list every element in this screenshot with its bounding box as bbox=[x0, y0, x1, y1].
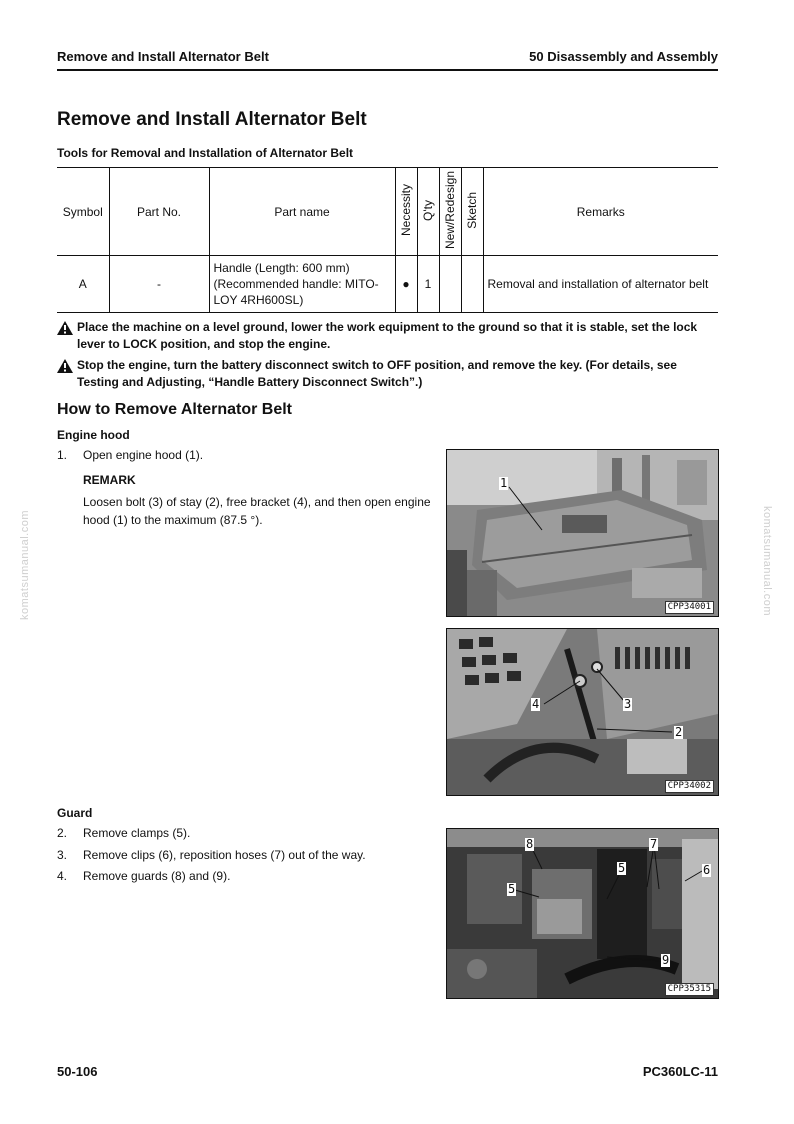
step-text: Remove guards (8) and (9). bbox=[83, 869, 231, 883]
callout-label: 8 bbox=[526, 837, 534, 851]
figure-guards bbox=[446, 828, 719, 999]
subheading-engine-hood: Engine hood bbox=[57, 428, 130, 442]
step-text: Open engine hood (1). bbox=[83, 448, 204, 462]
step-text: Remove clamps (5). bbox=[83, 826, 191, 840]
model-name: PC360LC-11 bbox=[642, 1064, 718, 1079]
callout-label: 9 bbox=[662, 953, 670, 967]
cell-part-name: Handle (Length: 600 mm) (Recommended handle: MITO-LOY 4RH600SL) bbox=[209, 256, 395, 313]
watermark-right: komatsumanual.com bbox=[761, 506, 773, 616]
callout-label: 5 bbox=[618, 861, 626, 875]
col-header-qty-label: Q'ty bbox=[421, 199, 435, 221]
callout-label: 3 bbox=[624, 697, 632, 711]
callout-label: 2 bbox=[675, 725, 683, 739]
col-header-part-name: Part name bbox=[209, 168, 395, 256]
section-heading: How to Remove Alternator Belt bbox=[57, 401, 292, 418]
col-header-necessity bbox=[395, 168, 417, 256]
cell-symbol: A bbox=[57, 256, 109, 313]
step-text: Remove clips (6), reposition hoses (7) out of the way. bbox=[83, 848, 366, 862]
col-header-new-redesign bbox=[439, 168, 461, 256]
col-header-remarks: Remarks bbox=[483, 168, 718, 256]
header-section-title: Remove and Install Alternator Belt bbox=[57, 49, 269, 64]
step-number: 3. bbox=[57, 848, 68, 862]
warning-battery-disconnect bbox=[57, 357, 720, 391]
callout-label: 4 bbox=[532, 697, 540, 711]
col-header-symbol: Symbol bbox=[57, 168, 109, 256]
step-number: 1. bbox=[57, 448, 68, 462]
col-header-qty bbox=[417, 168, 439, 256]
col-header-necessity-label: Necessity bbox=[399, 183, 413, 236]
engine-hood-photo bbox=[447, 450, 718, 616]
warning-triangle-icon bbox=[57, 359, 73, 373]
warning-text: Stop the engine, turn the battery disconnect switch to OFF position, and remove the key. (For details, see Testing and Adjusting, “Handle Battery Disconnect Switch”.) bbox=[77, 358, 677, 389]
figure-hood-stay bbox=[446, 628, 719, 796]
warning-triangle-icon bbox=[57, 321, 73, 335]
warning-text: Place the machine on a level ground, lower the work equipment to the ground so that it is stable, set the lock lever to LOCK position, and stop the engine. bbox=[77, 320, 698, 351]
cell-part-no: - bbox=[109, 256, 209, 313]
header-rule bbox=[57, 69, 718, 71]
figure-engine-hood bbox=[446, 449, 719, 617]
page-number: 50-106 bbox=[57, 1064, 98, 1079]
figure-caption: CPP34001 bbox=[665, 601, 714, 614]
page-title: Remove and Install Alternator Belt bbox=[57, 109, 367, 130]
cell-remarks: Removal and installation of alternator belt bbox=[483, 256, 718, 313]
col-header-new-redesign-label: New/Redesign bbox=[443, 170, 457, 250]
tools-heading: Tools for Removal and Installation of Alternator Belt bbox=[57, 146, 354, 160]
remark-text: Loosen bolt (3) of stay (2), free bracket (4), and then open engine hood (1) to the maximum (87.5 °). bbox=[83, 495, 431, 527]
figure-caption: CPP35315 bbox=[665, 983, 714, 996]
callout-label: 6 bbox=[703, 863, 711, 877]
watermark-left: komatsumanual.com bbox=[19, 510, 31, 620]
subheading-guard: Guard bbox=[57, 806, 93, 820]
table-header-row bbox=[57, 168, 718, 256]
col-header-part-no: Part No. bbox=[109, 168, 209, 256]
callout-label: 7 bbox=[650, 837, 658, 851]
cell-qty: 1 bbox=[417, 256, 439, 313]
step-number: 2. bbox=[57, 826, 68, 840]
col-header-sketch-label: Sketch bbox=[465, 191, 479, 229]
table-row bbox=[57, 256, 718, 313]
hood-stay-photo bbox=[447, 629, 718, 795]
callout-label: 5 bbox=[508, 882, 516, 896]
col-header-sketch bbox=[461, 168, 483, 256]
cell-necessity: ● bbox=[395, 256, 417, 313]
warning-level-ground bbox=[57, 319, 720, 353]
cell-new-redesign bbox=[439, 256, 461, 313]
header-chapter-title: 50 Disassembly and Assembly bbox=[529, 49, 718, 64]
figure-caption: CPP34002 bbox=[665, 780, 714, 793]
step-number: 4. bbox=[57, 869, 68, 883]
cell-sketch bbox=[461, 256, 483, 313]
tools-table bbox=[57, 167, 718, 313]
callout-label: 1 bbox=[500, 476, 508, 490]
remark-label: REMARK bbox=[83, 473, 136, 487]
engine-guards-photo bbox=[447, 829, 718, 998]
